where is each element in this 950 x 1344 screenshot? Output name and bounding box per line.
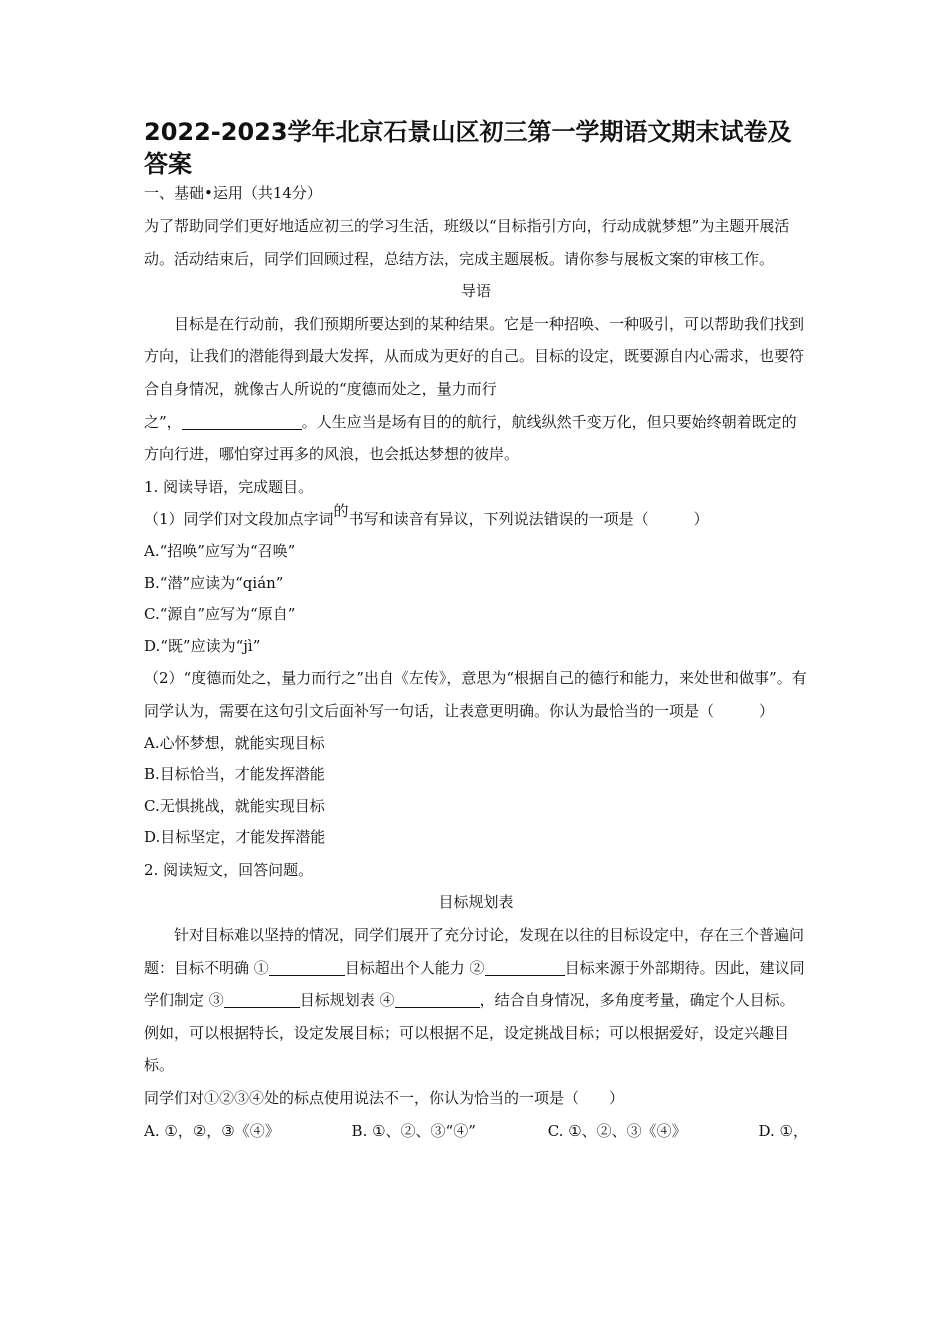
guide-paragraph-continued: 之”， 。人生应当是场有目的的航行，航线纵然千变万化，但只要始终朝着既定的方向行进，哪怕穿过再多的风浪，也会抵达梦想的彼岸。 bbox=[144, 412, 797, 464]
plan-paragraph: 针对目标难以坚持的情况，同学们展开了充分讨论，发现在以往的目标设定中，存在三个普遍问题：目标不明确 ① 目标超出个人能力 ② 目标来源于外部期待。因此，建议同学们制定 ③ 目标规划表 ④ ，结合自身情况，多角度考量，确定个人目标。例如，可以根据特长，设定发展目标；可以根据不足，设定挑战目标；可以根据爱好，设定兴趣目标。 bbox=[144, 926, 805, 1075]
answer-blank bbox=[395, 991, 480, 1008]
option-a: A.“招唤”应写为“召唤” bbox=[144, 541, 296, 560]
option-c: C.无惧挑战，就能实现目标 bbox=[144, 796, 325, 815]
option-d: D.目标坚定，才能发挥潜能 bbox=[144, 828, 326, 847]
option-c: C. ①、②、③《④》 bbox=[547, 1121, 687, 1140]
option-c: C.“源自”应写为“原自” bbox=[144, 605, 296, 624]
guide-paragraph: 目标是在行动前，我们预期所要达到的某种结果。它是一种招唤、一种吸引，可以帮助我们找到方向，让我们的潜能得到最大发挥，从而成为更好的自己。目标的设定，既要源自内心需求，也要符合自身情况，就像古人所说的“度德而处之，量力而行 bbox=[144, 314, 805, 398]
question-1: 1. 阅读导语，完成题目。 bbox=[144, 477, 314, 496]
section-heading: 一、基础•运用（共14分） bbox=[144, 184, 322, 202]
option-b: B. ①、②、③“④” bbox=[351, 1121, 476, 1140]
answer-blank bbox=[182, 413, 302, 430]
question-2-stem: 同学们对①②③④处的标点使用说法不一，你认为恰当的一项是（ ） bbox=[144, 1089, 625, 1108]
page-title: 2022-2023学年北京石景山区初三第一学期语文期末试卷及答案 bbox=[144, 118, 792, 178]
option-d: D. ①， bbox=[758, 1121, 808, 1140]
intro-paragraph: 为了帮助同学们更好地适应初三的学习生活，班级以“目标指引方向，行动成就梦想”为主题开展活动。活动结束后，同学们回顾过程，总结方法，完成主题展板。请你参与展板文案的审核工作。 bbox=[144, 217, 790, 268]
question-2: 2. 阅读短文，回答问题。 bbox=[144, 860, 314, 879]
question-1-2: （2）“度德而处之，量力而行之”出自《左传》，意思为“根据自己的德行和能力，来处世和做事”。有同学认为，需要在这句引文后面补写一句话，让表意更明确。你认为最恰当的一项是（ ） bbox=[144, 669, 807, 720]
document-body bbox=[144, 116, 808, 1147]
question-2-options bbox=[144, 1115, 808, 1147]
option-d: D.“既”应读为“jì” bbox=[144, 636, 261, 655]
question-1-1: （1）同学们对文段加点字词的书写和读音有异议，下列说法错误的一项是（ ） bbox=[144, 502, 709, 529]
answer-blank bbox=[485, 959, 565, 976]
answer-blank bbox=[269, 959, 345, 976]
option-b: B.目标恰当，才能发挥潜能 bbox=[144, 765, 325, 784]
answer-blank bbox=[224, 991, 300, 1008]
plan-heading: 目标规划表 bbox=[438, 893, 514, 912]
option-a: A.心怀梦想，就能实现目标 bbox=[144, 733, 325, 752]
option-a: A. ①，②，③《④》 bbox=[144, 1121, 280, 1140]
option-b: B.“潜”应读为“qián” bbox=[144, 573, 284, 592]
guide-heading: 导语 bbox=[460, 282, 491, 301]
